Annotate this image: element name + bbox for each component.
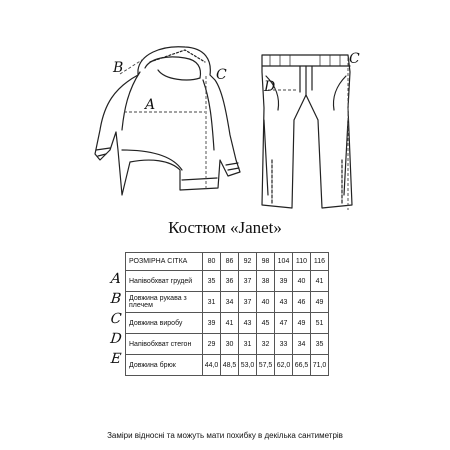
label-d-text: D (264, 79, 276, 95)
waistband-ribs (270, 55, 340, 66)
size-header-cell: 86 (221, 253, 239, 271)
table-row (126, 334, 329, 355)
side-stripe-right (344, 120, 348, 195)
measurement-letter: D (109, 331, 123, 347)
measurement-value: 35 (311, 334, 329, 355)
pocket-right (334, 76, 347, 110)
measurement-value: 38 (257, 271, 275, 292)
size-header-cell: 110 (293, 253, 311, 271)
measurement-value: 41 (221, 313, 239, 334)
measurement-value: 37 (239, 292, 257, 313)
measurement-value: 35 (203, 271, 221, 292)
measurement-value: 39 (203, 313, 221, 334)
hood-inner-line (145, 57, 200, 78)
measurement-value: 29 (203, 334, 221, 355)
measurement-value: 49 (293, 313, 311, 334)
measure-b-line (120, 58, 145, 74)
measurement-value: 66,5 (293, 355, 311, 376)
hood-drape (150, 50, 205, 62)
measurement-value: 51 (311, 313, 329, 334)
pants-outline (262, 55, 352, 208)
measurement-value: 39 (275, 271, 293, 292)
measurement-value: 43 (275, 292, 293, 313)
side-stripe-left (264, 120, 268, 195)
label-c-top-text: C (216, 67, 227, 83)
measurement-value: 44,0 (203, 355, 221, 376)
measurement-letters (106, 269, 126, 369)
measurement-value: 62,0 (275, 355, 293, 376)
measurement-value: 47 (275, 313, 293, 334)
size-header-cell: 116 (311, 253, 329, 271)
size-header-label: РОЗМІРНА СІТКА (126, 253, 203, 271)
measurement-value: 30 (221, 334, 239, 355)
measurement-value: 31 (203, 292, 221, 313)
measurement-value: 53,0 (239, 355, 257, 376)
measurement-letter: B (110, 291, 122, 307)
measurement-value: 45 (257, 313, 275, 334)
measurement-value: 31 (239, 334, 257, 355)
size-header-cell: 80 (203, 253, 221, 271)
table-row (126, 313, 329, 334)
size-table (125, 252, 329, 376)
measurement-label: Напівобхват стегон (126, 334, 203, 355)
measurement-value: 49 (311, 292, 329, 313)
label-c-pants-text: C (349, 51, 360, 67)
measurement-value: 48,5 (221, 355, 239, 376)
raglan-seam-right (203, 80, 214, 150)
table-row (126, 292, 329, 313)
footer-note: Заміри відносні та можуть мати похибку в декілька сантиметрів (107, 431, 343, 440)
product-title: Костюм «Janet» (168, 218, 282, 237)
measurement-value: 40 (293, 271, 311, 292)
size-header-row (126, 253, 329, 271)
raglan-seam-left (122, 72, 140, 130)
measurement-value: 43 (239, 313, 257, 334)
measurement-label: Напівобхват грудей (126, 271, 203, 292)
table-row (126, 271, 329, 292)
measurement-label: Довжина брюк (126, 355, 203, 376)
measurement-value: 71,0 (311, 355, 329, 376)
measurement-value: 40 (257, 292, 275, 313)
measurement-value: 36 (221, 271, 239, 292)
hood-opening (158, 70, 200, 80)
measurement-value: 33 (275, 334, 293, 355)
measurement-letter: E (110, 351, 122, 367)
measurement-value: 34 (293, 334, 311, 355)
measurement-value: 32 (257, 334, 275, 355)
size-header-cell: 92 (239, 253, 257, 271)
measurement-label: Довжина виробу (126, 313, 203, 334)
label-a-text: A (145, 97, 156, 113)
measurement-value: 37 (239, 271, 257, 292)
size-header-cell: 104 (275, 253, 293, 271)
label-b-text: B (113, 60, 124, 76)
hem-band (182, 178, 217, 180)
measurement-label: Довжина рукава з плечем (126, 292, 203, 313)
measurement-value: 46 (293, 292, 311, 313)
table-row (126, 355, 329, 376)
measurement-letter: A (110, 271, 122, 287)
measurement-value: 41 (311, 271, 329, 292)
measurement-letter: C (109, 311, 123, 327)
measurement-value: 34 (221, 292, 239, 313)
size-header-cell: 98 (257, 253, 275, 271)
measurement-value: 57,5 (257, 355, 275, 376)
